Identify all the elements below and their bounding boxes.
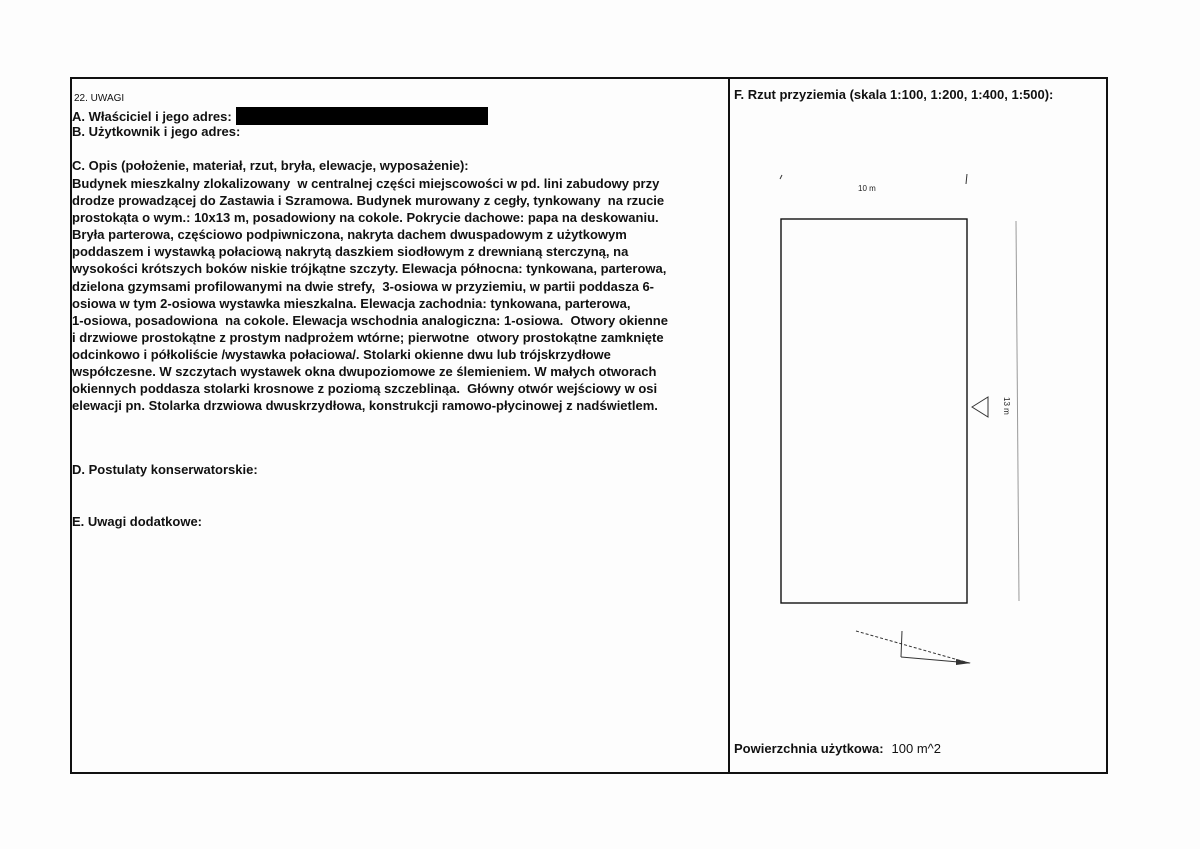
plan-column: [730, 79, 1106, 772]
floor-plan: [730, 79, 1106, 776]
remarks-label: E. Uwagi dodatkowe:: [72, 514, 203, 529]
redaction-bar: [236, 107, 488, 125]
length-dimension-line: [1016, 221, 1019, 601]
dim-tick-right: [966, 174, 967, 184]
form-frame: [70, 77, 1108, 774]
area-value: 100 m^2: [891, 741, 942, 756]
user-label: B. Użytkownik i jego adres:: [72, 124, 241, 139]
description-label: C. Opis (położenie, materiał, rzut, bryła, elewacje, wyposażenie):: [72, 158, 469, 173]
postulates-label: D. Postulaty konserwatorskie:: [72, 462, 258, 477]
section-number: 22. UWAGI: [74, 93, 125, 104]
length-dimension-label: 13 m: [1002, 397, 1011, 415]
owner-label: A. Właściciel i jego adres:: [72, 109, 232, 124]
building-outline: [781, 219, 967, 603]
usable-area: [734, 741, 941, 756]
width-dimension-label: 10 m: [858, 184, 876, 193]
entrance-marker: [972, 397, 988, 417]
area-label: Powierzchnia użytkowa:: [734, 741, 884, 756]
plan-title: F. Rzut przyziemia (skala 1:100, 1:200, 1:400, 1:500):: [734, 87, 1054, 102]
description-text: Budynek mieszkalny zlokalizowany w centralnej części miejscowości w pd. lini zabudowy przy drodze prowadzącej do Zastawia i Szramowa. Budynek murowany z cegły, tynkowany na rzucie prostokąta o wym.: 10x13 m, posadowiony na cokole. Pokrycie dachowe: papa na deskowaniu. Bryła parterowa, częściowo podpiwniczona, nakryta dachem dwuspadowym z użytkowym poddaszem i wystawką połaciową nakrytą daszkiem siodłowym z drewnianą sterczyną, na wysokości krótszych boków niskie trójkątne szczyty. Elewacja północna: tynkowana, parterowa, dzielona gzymsami profilowanymi na dwie strefy, 3-osiowa w przyziemiu, w partii poddasza 6- osiowa w tym 2-osiowa wystawka mieszkalna. Elewacja zachodnia: tynkowana, parterowa, 1-osiowa, posadowiona na cokole. Elewacja wschodnia analogiczna: 1-osiowa. Otwory okienne i drzwiowe prostokątne z prostym nadprożem wtórne; pierwotne otwory prostokątne zamknięte odcinkowo i półkoliście /wystawka połaciowa/. Stolarki okienne dwu lub trójskrzydłowe współczesne. W szczytach wystawek okna dwupoziomowe ze ślemieniem. W małych otworach okiennych poddasza stolarki krosnowe z poziomą szczeblinąa. Główny otwór wejściowy w osi elewacji pn. Stolarka drzwiowa dwuskrzydłowa, konstrukcji ramowo-płycinowej z nadświetlem.: [72, 176, 668, 414]
owner-row: [72, 107, 488, 125]
remarks-column: [72, 79, 728, 772]
north-arrow-icon: [856, 631, 971, 665]
dim-tick-left: [780, 175, 782, 179]
